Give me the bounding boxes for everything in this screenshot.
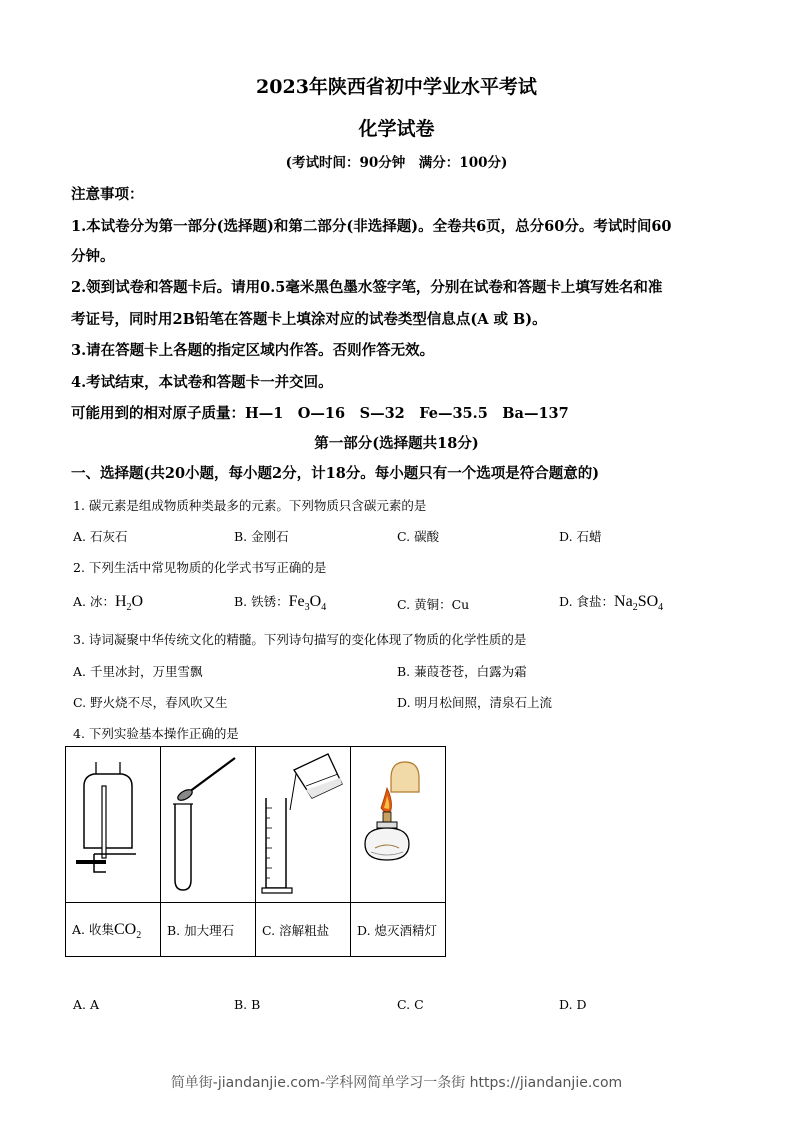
experiment-label-c: C. 溶解粗盐 [256, 903, 351, 957]
notice-item-2: 2.领到试卷和答题卡后。请用0.5毫米黑色墨水签字笔，分别在试卷和答题卡上填写姓名和准 [71, 279, 663, 296]
formula-co2: $CO_2$ [113, 921, 142, 941]
part1-heading: 第一部分(选择题共18分) [314, 435, 479, 452]
experiment-table [65, 746, 446, 957]
page-footer: 简单街-jiandanjie.com-学科网简单学习一条街 https://jiandanjie.com [170, 1075, 623, 1091]
experiment-label-a: A. 收集$CO_2$ [66, 903, 161, 957]
exam-info: (考试时间：90分钟 满分：100分) [285, 155, 508, 171]
notice-item-2-cont: 考证号，同时用2B铅笔在答题卡上填涂对应的试卷类型信息点(A 或 B)。 [71, 311, 547, 328]
experiment-d-cell [351, 747, 446, 903]
experiment-label-d: D. 熄灭酒精灯 [351, 903, 446, 957]
question-1-stem: 1. 碳元素是组成物质种类最多的元素。下列物质只含碳元素的是 [73, 498, 427, 513]
notice-item-1: 1.本试卷分为第一部分(选择题)和第二部分(非选择题)。全卷共6页，总分60分。考试时间60 [71, 218, 672, 235]
alcohol-lamp-icon [351, 748, 445, 898]
notice-heading: 注意事项： [71, 186, 144, 203]
notice-item-4: 4.考试结束，本试卷和答题卡一并交回。 [71, 374, 333, 391]
experiment-b-cell [161, 747, 256, 903]
section-heading: 一、选择题(共20小题，每小题2分，计18分。每小题只有一个选项是符合题意的) [71, 465, 600, 482]
formula-na2so4: $Na_2SO_4$ [614, 593, 664, 613]
experiment-a-cell [66, 747, 161, 903]
question-3-option-b: B. 蒹葭苍苍，白露为霜 [397, 664, 527, 679]
question-4-option-c: C. C [397, 997, 424, 1012]
question-2-option-d [559, 592, 663, 611]
question-1-option-b: B. 金刚石 [234, 529, 289, 544]
option-d-label: D. 食盐： [559, 594, 615, 609]
measuring-cylinder-pouring-icon [256, 748, 350, 898]
question-4-stem: 4. 下列实验基本操作正确的是 [73, 726, 239, 741]
question-3-option-c: C. 野火烧不尽，春风吹又生 [73, 695, 228, 710]
question-1-option-c: C. 碳酸 [397, 529, 440, 544]
question-1-option-a: A. 石灰石 [73, 529, 128, 544]
question-4-option-d: D. D [559, 997, 587, 1012]
question-4-option-a: A. A [73, 997, 100, 1012]
experiment-label-b: B. 加大理石 [161, 903, 256, 957]
question-2-stem: 2. 下列生活中常见物质的化学式书写正确的是 [73, 560, 327, 575]
option-b-label: B. 铁锈： [234, 594, 289, 609]
question-1-option-d: D. 石蜡 [559, 529, 602, 544]
question-3-option-a: A. 千里冰封，万里雪飘 [73, 664, 203, 679]
experiment-c-cell [256, 747, 351, 903]
formula-fe3o4: $Fe_3O_4$ [288, 593, 327, 613]
notice-item-3: 3.请在答题卡上各题的指定区域内作答。否则作答无效。 [71, 342, 435, 359]
gas-collection-bottle-icon [66, 748, 160, 898]
option-a-label: A. 冰： [73, 594, 115, 609]
question-2-option-c: C. 黄铜：Cu [397, 597, 470, 612]
question-4-option-b: B. B [234, 997, 261, 1012]
notice-item-1-cont: 分钟。 [71, 248, 115, 265]
page-title: 2023年陕西省初中学业水平考试 [256, 76, 537, 98]
question-2-option-a [73, 592, 143, 611]
question-3-stem: 3. 诗词凝聚中华传统文化的精髓。下列诗句描写的变化体现了物质的化学性质的是 [73, 632, 527, 647]
paper-subtitle: 化学试卷 [358, 118, 435, 140]
atomic-masses: 可能用到的相对原子质量：H—1 O—16 S—32 Fe—35.5 Ba—137 [71, 405, 569, 422]
formula-h2o: $H_2O$ [114, 593, 144, 613]
question-2-option-b [234, 592, 326, 611]
question-3-option-d: D. 明月松间照，清泉石上流 [397, 695, 553, 710]
test-tube-spoon-icon [161, 748, 255, 898]
